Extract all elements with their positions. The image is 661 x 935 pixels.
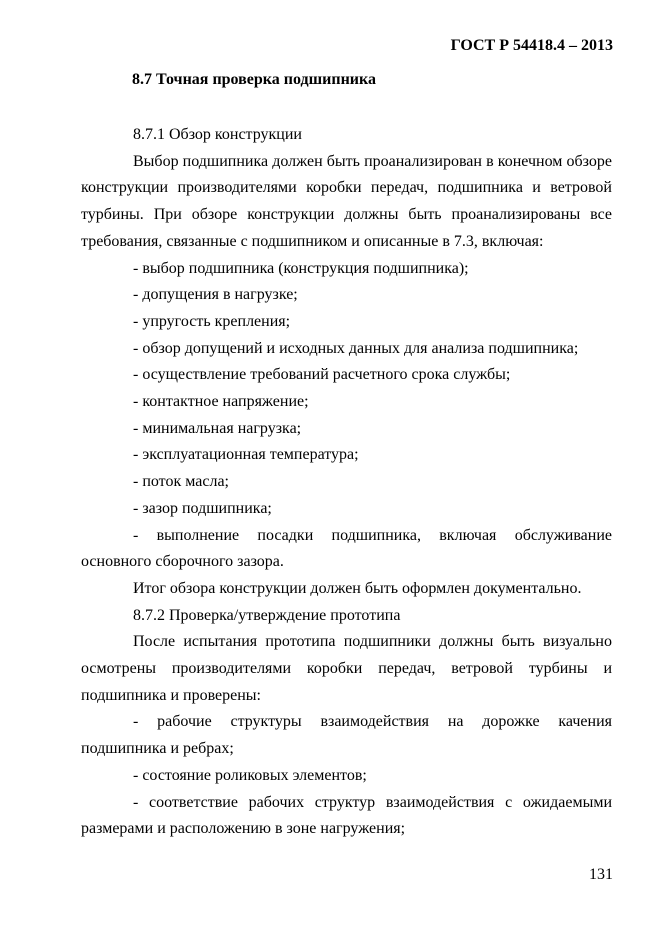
list-item: - зазор подшипника; xyxy=(133,499,272,517)
list-item: - поток масла; xyxy=(133,473,229,491)
list-item: - минимальная нагрузка; xyxy=(133,419,302,437)
document-code-header: ГОСТ Р 54418.4 – 2013 xyxy=(450,37,613,54)
paragraph: Итог обзора конструкции должен быть оформлен документально. xyxy=(133,579,582,597)
list-item: - соответствие рабочих структур взаимодействия с ожидаемыми размерами и расположению в зоне нагружения; xyxy=(81,793,612,838)
list-item: - выполнение посадки подшипника, включая обслуживание основного сборочного зазора. xyxy=(81,526,612,571)
list-item: - осуществление требований расчетного срока службы; xyxy=(133,366,511,384)
list-item: - обзор допущений и исходных данных для анализа подшипника; xyxy=(133,339,579,357)
list-item: - рабочие структуры взаимодействия на дорожке качения подшипника и ребрах; xyxy=(81,713,612,758)
subsection-heading: 8.7.2 Проверка/утверждение прототипа xyxy=(133,606,401,624)
list-item: - контактное напряжение; xyxy=(133,393,309,411)
page-number: 131 xyxy=(589,866,613,883)
list-item: - состояние роликовых элементов; xyxy=(133,766,367,784)
paragraph: Выбор подшипника должен быть проанализирован в конечном обзоре конструкции производителями коробки передач, подшипника и ветровой турбины. При обзоре конструкции должны быть проанализированы все требования, связанные с подшипником и описанные в 7.3, включая: xyxy=(81,152,612,250)
list-item: - упругость крепления; xyxy=(133,312,291,330)
section-title: 8.7 Точная проверка подшипника xyxy=(132,71,376,88)
list-item: - эксплуатационная температура; xyxy=(133,446,359,464)
subsection-heading: 8.7.1 Обзор конструкции xyxy=(133,126,302,143)
list-item: - допущения в нагрузке; xyxy=(133,286,298,304)
document-body xyxy=(81,122,612,843)
list-item: - выбор подшипника (конструкция подшипника); xyxy=(133,259,469,277)
paragraph: После испытания прототипа подшипники должны быть визуально осмотрены производителями коробки передач, ветровой турбины и подшипника и проверены: xyxy=(81,633,612,704)
